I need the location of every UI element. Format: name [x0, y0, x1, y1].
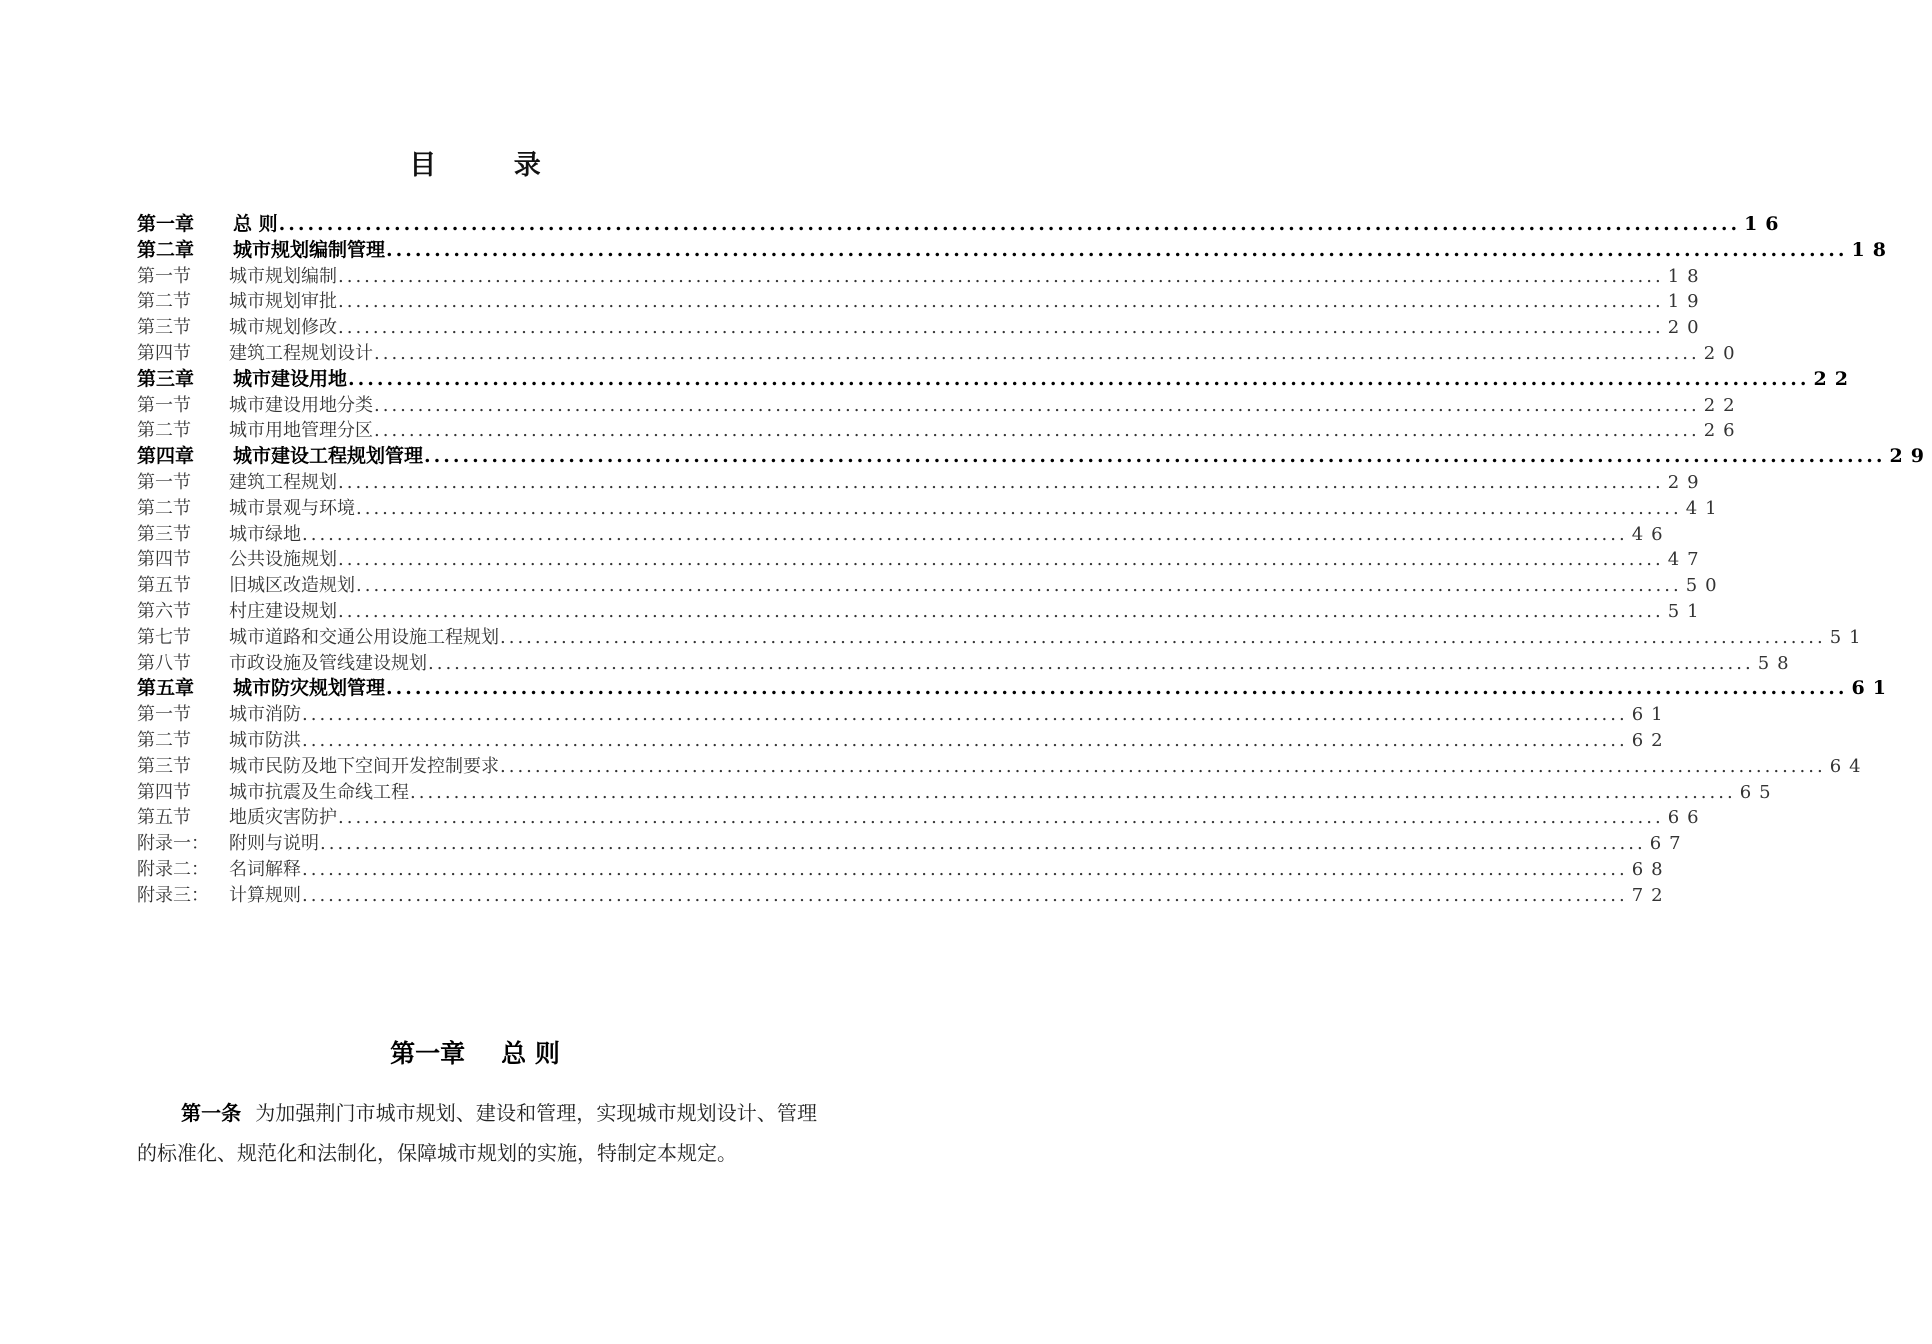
toc-entry[interactable] — [137, 573, 1725, 599]
toc-dot-leader — [500, 625, 1826, 651]
table-of-contents — [137, 212, 1932, 909]
toc-entry-label: 第七节 — [137, 626, 191, 648]
toc-dot-leader — [338, 315, 1664, 341]
toc-entry-text: 城市抗震及生命线工程 — [229, 781, 409, 803]
toc-entry[interactable] — [137, 393, 1743, 419]
toc-entry[interactable] — [137, 289, 1707, 315]
toc-entry-label: 第二章 — [137, 238, 195, 261]
toc-entry[interactable] — [137, 676, 1894, 702]
toc-dot-leader — [374, 341, 1700, 367]
toc-page-number: 18 — [1851, 238, 1894, 261]
toc-entry-text: 城市规划编制 — [229, 265, 337, 287]
toc-entry-text: 城市消防 — [229, 704, 301, 726]
toc-page-number: 67 — [1649, 833, 1689, 855]
toc-title: 目 录 — [409, 150, 575, 181]
toc-entry-label: 第五节 — [137, 575, 191, 597]
toc-entry-text: 村庄建设规划 — [229, 600, 337, 622]
toc-page-number: 72 — [1631, 884, 1671, 906]
toc-dot-leader — [302, 522, 1628, 548]
toc-entry[interactable] — [137, 444, 1932, 470]
toc-entry-label: 附录二： — [137, 858, 209, 880]
toc-entry-label: 第五节 — [137, 807, 191, 829]
toc-entry-text: 市政设施及管线建设规划 — [229, 652, 427, 674]
toc-entry-text: 城市规划编制管理 — [233, 238, 386, 261]
toc-entry-text: 城市建设用地分类 — [229, 394, 373, 416]
toc-entry[interactable] — [137, 367, 1856, 393]
toc-page-number: 58 — [1757, 652, 1797, 674]
chapter-title: 总 则 — [501, 1039, 560, 1068]
toc-dot-leader — [386, 238, 1847, 264]
article-paragraph — [137, 1093, 817, 1173]
toc-entry-label: 第四章 — [137, 445, 195, 468]
toc-entry[interactable] — [137, 599, 1707, 625]
toc-dot-leader — [386, 676, 1847, 702]
toc-entry-label: 第二节 — [137, 497, 191, 519]
toc-page-number: 29 — [1667, 471, 1707, 493]
toc-entry-text: 城市建设工程规划管理 — [233, 445, 424, 468]
toc-page-number: 29 — [1889, 445, 1932, 468]
toc-entry[interactable] — [137, 754, 1869, 780]
toc-entry-text: 城市民防及地下空间开发控制要求 — [229, 755, 499, 777]
toc-dot-leader — [348, 367, 1809, 393]
toc-entry-label: 第六节 — [137, 600, 191, 622]
toc-entry-label: 第二节 — [137, 729, 191, 751]
toc-entry-label: 第一节 — [137, 265, 191, 287]
toc-entry-text: 附则与说明 — [229, 833, 319, 855]
toc-entry-text: 城市绿地 — [229, 523, 301, 545]
toc-page-number: 46 — [1631, 523, 1671, 545]
toc-entry-label: 第二节 — [137, 420, 191, 442]
toc-entry[interactable] — [137, 470, 1707, 496]
toc-entry[interactable] — [137, 702, 1671, 728]
toc-dot-leader — [302, 857, 1628, 883]
toc-entry-label: 第三节 — [137, 317, 191, 339]
toc-dot-leader — [338, 289, 1664, 315]
toc-entry-label: 第一章 — [137, 213, 195, 235]
toc-entry-label: 第三章 — [137, 367, 195, 390]
toc-entry-text: 旧城区改造规划 — [229, 575, 355, 597]
toc-page-number: 22 — [1703, 394, 1743, 416]
toc-page-number: 26 — [1703, 420, 1743, 442]
toc-page-number: 20 — [1703, 342, 1743, 364]
toc-entry[interactable] — [137, 547, 1707, 573]
toc-page-number: 22 — [1813, 367, 1856, 390]
toc-entry-label: 第四节 — [137, 781, 191, 803]
toc-entry-label: 第五章 — [137, 677, 195, 700]
toc-entry-label: 第一节 — [137, 704, 191, 726]
toc-entry-text: 城市规划修改 — [229, 317, 337, 339]
toc-page-number: 47 — [1667, 549, 1707, 571]
toc-entry-label: 第二节 — [137, 291, 191, 313]
toc-dot-leader — [302, 883, 1628, 909]
toc-entry[interactable] — [137, 212, 1787, 238]
toc-dot-leader — [302, 728, 1628, 754]
toc-entry-text: 城市规划审批 — [229, 291, 337, 313]
article-number: 第一条 — [181, 1101, 242, 1125]
toc-entry-label: 第一节 — [137, 471, 191, 493]
toc-dot-leader — [338, 599, 1664, 625]
toc-page-number: 41 — [1685, 497, 1725, 519]
toc-page-number: 64 — [1829, 755, 1869, 777]
toc-page-number: 16 — [1744, 213, 1787, 235]
toc-entry-text: 城市景观与环境 — [229, 497, 355, 519]
toc-entry[interactable] — [137, 341, 1743, 367]
chapter-number: 第一章 — [390, 1039, 466, 1068]
article-text: 为加强荆门市城市规划、建设和管理，实现城市规划设计、管理的标准化、规范化和法制化，保障城市规划的实施，特制定本规定。 — [137, 1101, 818, 1165]
toc-page-number: 50 — [1685, 575, 1725, 597]
toc-page-number: 65 — [1739, 781, 1779, 803]
toc-entry[interactable] — [137, 238, 1894, 264]
toc-entry-text: 公共设施规划 — [229, 549, 337, 571]
toc-page-number: 61 — [1851, 677, 1894, 700]
toc-page-number: 51 — [1667, 600, 1707, 622]
toc-entry-text: 建筑工程规划设计 — [229, 342, 373, 364]
toc-entry[interactable] — [137, 728, 1671, 754]
toc-page-number: 51 — [1829, 626, 1869, 648]
toc-dot-leader — [356, 496, 1682, 522]
toc-dot-leader — [338, 805, 1664, 831]
toc-entry[interactable] — [137, 315, 1707, 341]
toc-dot-leader — [302, 702, 1628, 728]
toc-dot-leader — [374, 393, 1700, 419]
toc-page-number: 61 — [1631, 704, 1671, 726]
toc-entry[interactable] — [137, 883, 1671, 909]
toc-dot-leader — [320, 831, 1646, 857]
toc-entry[interactable] — [137, 625, 1869, 651]
toc-dot-leader — [338, 264, 1664, 290]
toc-entry[interactable] — [137, 418, 1743, 444]
toc-entry-text: 总 则 — [233, 213, 278, 235]
toc-dot-leader — [374, 418, 1700, 444]
toc-entry-label: 第一节 — [137, 394, 191, 416]
toc-entry[interactable] — [137, 805, 1707, 831]
toc-entry-text: 地质灾害防护 — [229, 807, 337, 829]
toc-dot-leader — [410, 780, 1736, 806]
toc-page-number: 20 — [1667, 317, 1707, 339]
toc-entry-label: 第三节 — [137, 523, 191, 545]
toc-page-number: 66 — [1667, 807, 1707, 829]
toc-entry-label: 第四节 — [137, 342, 191, 364]
toc-entry[interactable] — [137, 831, 1689, 857]
toc-dot-leader — [424, 444, 1885, 470]
toc-entry-text: 名词解释 — [229, 858, 301, 880]
toc-entry[interactable] — [137, 857, 1671, 883]
toc-entry-text: 城市用地管理分区 — [229, 420, 373, 442]
toc-dot-leader — [338, 547, 1664, 573]
toc-dot-leader — [428, 651, 1754, 677]
toc-entry-text: 城市防洪 — [229, 729, 301, 751]
toc-entry-text: 计算规则 — [229, 884, 301, 906]
toc-entry-label: 附录一： — [137, 833, 209, 855]
toc-entry-label: 附录三： — [137, 884, 209, 906]
toc-entry-text: 城市道路和交通公用设施工程规划 — [229, 626, 499, 648]
toc-entry[interactable] — [137, 780, 1779, 806]
toc-dot-leader — [338, 470, 1664, 496]
chapter-heading — [0, 1034, 950, 1074]
toc-page-number: 19 — [1667, 291, 1707, 313]
toc-entry-text: 城市防灾规划管理 — [233, 677, 386, 700]
toc-entry[interactable] — [137, 522, 1671, 548]
toc-entry[interactable] — [137, 496, 1725, 522]
toc-entry-label: 第三节 — [137, 755, 191, 777]
toc-entry[interactable] — [137, 651, 1797, 677]
toc-page-number: 18 — [1667, 265, 1707, 287]
toc-entry-text: 建筑工程规划 — [229, 471, 337, 493]
toc-dot-leader — [356, 573, 1682, 599]
toc-page-number: 62 — [1631, 729, 1671, 751]
toc-dot-leader — [500, 754, 1826, 780]
toc-entry[interactable] — [137, 264, 1707, 290]
toc-dot-leader — [279, 212, 1740, 238]
toc-entry-label: 第四节 — [137, 549, 191, 571]
toc-page-number: 68 — [1631, 858, 1671, 880]
toc-entry-text: 城市建设用地 — [233, 367, 348, 390]
toc-entry-label: 第八节 — [137, 652, 191, 674]
